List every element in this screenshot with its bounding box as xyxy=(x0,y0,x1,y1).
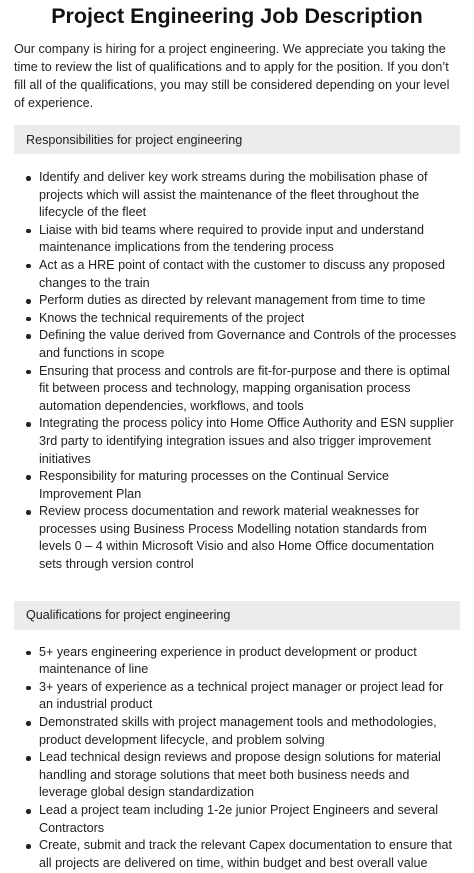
list-item xyxy=(14,837,460,872)
bullet-icon xyxy=(26,422,31,427)
qualifications-header xyxy=(14,601,460,630)
bullet-icon xyxy=(26,370,31,375)
list-item xyxy=(14,714,460,749)
list-item-text: Identify and deliver key work streams during the mobilisation phase of projects which will assist the maintenance of the fleet throughout the lifecycle of the fleet xyxy=(39,170,428,220)
qualifications-heading: Qualifications for project engineering xyxy=(26,608,231,623)
bullet-icon xyxy=(26,299,31,304)
responsibilities-heading: Responsibilities for project engineering xyxy=(26,132,243,147)
list-item-text: Liaise with bid teams where required to provide input and understand maintenance implications from the tendering process xyxy=(39,222,425,255)
list-item-text: Integrating the process policy into Home Office Authority and ESN supplier 3rd party to identifying integration issues and also trigger improvement initiatives xyxy=(39,416,454,466)
list-item xyxy=(14,802,460,837)
bullet-icon xyxy=(26,334,31,339)
qualifications-list xyxy=(14,644,460,873)
bullet-icon xyxy=(26,686,31,691)
list-item xyxy=(14,169,460,222)
bullet-icon xyxy=(26,475,31,480)
list-item-text: Act as a HRE point of contact with the customer to discuss any proposed changes to the train xyxy=(39,257,446,290)
list-item xyxy=(14,468,460,503)
list-item-text: Create, submit and track the relevant Capex documentation to ensure that all projects are delivered on time, within budget and best overall value xyxy=(39,838,453,870)
list-item-text: Review process documentation and rework material weaknesses for processes using Business Process Modelling notation standards from levels 0 – 4 within Microsoft Visio and also Home Office documentation sets through version control xyxy=(39,504,435,572)
list-item-text: Ensuring that process and controls are fit-for-purpose and there is optimal fit between process and technology, mapping organisation process automation dependencies, workflows, and tools xyxy=(39,363,450,413)
section-spacer xyxy=(14,574,460,588)
list-item xyxy=(14,363,460,416)
list-item-text: Knows the technical requirements of the project xyxy=(39,310,305,325)
list-item xyxy=(14,415,460,468)
list-item xyxy=(14,257,460,292)
intro-paragraph: Our company is hiring for a project engineering. We appreciate you taking the time to review the list of qualifications and to apply for the position. If you don’t fill all of the qualifications, you may still be considered depending on your level of experience. xyxy=(14,42,450,110)
list-item xyxy=(14,310,460,328)
bullet-icon xyxy=(26,229,31,234)
bullet-icon xyxy=(26,809,31,814)
list-item-text: Lead technical design reviews and propose design solutions for material handling and storage solutions that meet both business needs and leverage global design standardization xyxy=(39,750,441,800)
bullet-icon xyxy=(26,651,31,656)
responsibilities-header xyxy=(14,125,460,154)
bullet-icon xyxy=(26,510,31,515)
list-item xyxy=(14,749,460,802)
list-item-text: Defining the value derived from Governance and Controls of the processes and functions in scope xyxy=(39,328,457,360)
bullet-icon xyxy=(26,844,31,849)
list-item xyxy=(14,292,460,310)
bullet-icon xyxy=(26,317,31,322)
bullet-icon xyxy=(26,756,31,761)
list-item xyxy=(14,679,460,714)
list-item xyxy=(14,503,460,573)
page-title: Project Engineering Job Description xyxy=(51,4,423,28)
list-item-text: Demonstrated skills with project management tools and methodologies, product development lifecycle, and problem solving xyxy=(39,715,437,747)
list-item-text: Responsibility for maturing processes on the Continual Service Improvement Plan xyxy=(39,469,389,501)
list-item xyxy=(14,327,460,362)
list-item-text: 5+ years engineering experience in product development or product maintenance of line xyxy=(39,644,417,677)
list-item xyxy=(14,644,460,679)
bullet-icon xyxy=(26,176,31,181)
list-item-text: Lead a project team including 1-2e junior Project Engineers and several Contractors xyxy=(39,803,439,835)
list-item-text: Perform duties as directed by relevant management from time to time xyxy=(39,293,426,308)
bullet-icon xyxy=(26,721,31,726)
list-item xyxy=(14,222,460,257)
list-item-text: 3+ years of experience as a technical project manager or project lead for an industrial product xyxy=(39,679,444,712)
bullet-icon xyxy=(26,264,31,269)
responsibilities-list xyxy=(14,169,460,574)
